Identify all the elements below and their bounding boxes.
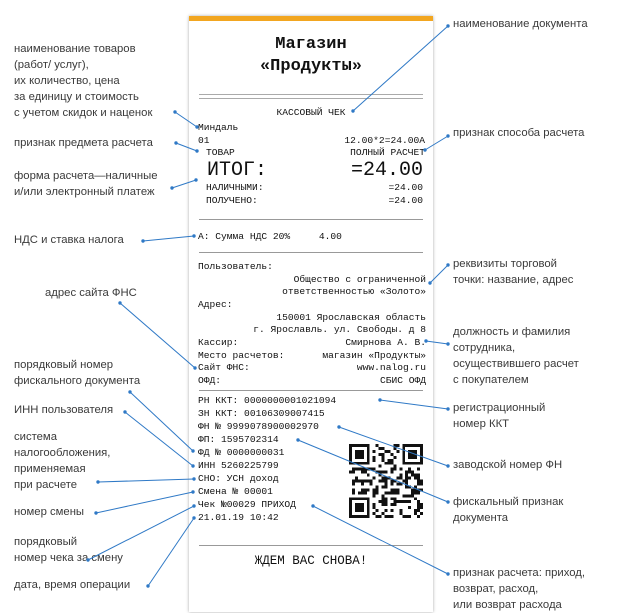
received-value: =24.00 — [388, 195, 423, 206]
annotation-line: система — [14, 431, 57, 443]
total-value: =24.00 — [350, 159, 423, 182]
pointer-inn — [125, 412, 193, 466]
pointer-goods — [175, 112, 197, 127]
pointer-subject — [176, 143, 197, 151]
annotation-line: признак способа расчета — [453, 127, 585, 139]
pointer-cashier — [426, 341, 448, 344]
store-name-line1: Магазин — [275, 35, 347, 54]
pointer-method — [425, 136, 448, 150]
pointer-payment-form — [172, 180, 196, 188]
fd-number: ФД № 0000000031 — [198, 447, 285, 458]
annotation-line: регистрационный — [453, 402, 546, 414]
annotation-line: их количество, цена — [14, 75, 120, 87]
annotation-line: сотрудника, — [453, 342, 516, 354]
annotation-line: наименование документа — [453, 18, 588, 30]
annotation-line: и/или электронный платеж — [14, 186, 155, 198]
annotation-line: признак предмета расчета — [14, 137, 153, 149]
address-line1: 150001 Ярославская область — [276, 312, 426, 323]
annotation-line: с покупателем — [453, 374, 529, 386]
pointer-fd — [130, 392, 193, 451]
shift-number: Смена № 00001 — [198, 486, 273, 497]
address-label: Адрес: — [198, 299, 233, 310]
tax-system: СНО: УСН доход — [198, 473, 279, 484]
place-value: магазин «Продукты» — [322, 350, 426, 361]
datetime: 21.01.19 10:42 — [198, 512, 279, 523]
pointer-vat — [143, 236, 194, 241]
cash-label: НАЛИЧНЫМИ: — [206, 182, 264, 193]
footer-text: ЖДЕМ ВАС СНОВА! — [254, 554, 368, 568]
pointer-calc-sign — [313, 506, 448, 574]
annotation-line: фискальный признак — [453, 496, 564, 508]
annotation-line: точки: название, адрес — [453, 274, 574, 286]
annotation-line: осуществившего расчет — [453, 358, 579, 370]
pointer-doc-name — [353, 26, 448, 111]
pointer-fns-site — [120, 303, 195, 368]
annotation-line: НДС и ставка налога — [14, 234, 124, 246]
zn-kkt: ЗН ККТ: 00106309007415 — [198, 408, 325, 419]
annotation-line: порядковый — [14, 536, 78, 548]
annotation-line: заводской номер ФН — [453, 459, 563, 471]
cashier-label: Кассир: — [198, 337, 239, 348]
total-label: ИТОГ: — [207, 159, 268, 182]
annotation-line: при расчете — [14, 479, 78, 491]
pointer-fn-serial — [339, 427, 448, 466]
annotation-line: возврат, расход, — [453, 583, 539, 595]
pointer-shift — [96, 492, 193, 513]
annotation-line: или возврат расхода — [453, 599, 562, 611]
cashier-value: Смирнова А. В. — [345, 337, 426, 348]
annotation-line: за единицу и стоимость — [14, 91, 139, 103]
ofd-label: ОФД: — [198, 375, 222, 386]
annotation-line: (работ/ услуг), — [14, 59, 89, 71]
pointer-check — [88, 506, 194, 560]
annotation-line: должность и фамилия — [453, 326, 571, 338]
annotation-line: фискального документа — [14, 375, 141, 387]
address-line2: г. Ярославль. ул. Свободы. д 8 — [253, 324, 426, 335]
fns-site-label: Сайт ФНС: — [198, 362, 250, 373]
item-method: ПОЛНЫЙ РАСЧЕТ — [350, 147, 425, 158]
doc-type: КАССОВЫЙ ЧЕК — [276, 107, 346, 118]
user-name-line2: ответственностью «Золото» — [282, 286, 426, 297]
rn-kkt: РН ККТ: 0000000001021094 — [198, 395, 337, 406]
pointer-datetime — [148, 518, 194, 586]
vat-line: А: Сумма НДС 20% 4.00 — [198, 231, 342, 242]
annotation-line: признак расчета: приход, — [453, 567, 585, 579]
fn-number: ФН № 9999078900002970 — [198, 421, 319, 432]
annotation-line: документа — [453, 512, 509, 524]
annotation-line: ИНН пользователя — [14, 404, 114, 416]
annotation-line: порядковый номер — [14, 359, 114, 371]
ofd-value: СБИС ОФД — [379, 375, 426, 386]
item-subject: ТОВАР — [206, 147, 235, 158]
item-calc: 12.00*2=24.00А — [344, 135, 425, 146]
user-name-line1: Общество с ограниченной — [293, 274, 426, 285]
annotation-line: номер ККТ — [453, 418, 510, 430]
pointer-reg-number — [380, 400, 448, 409]
place-label: Место расчетов: — [198, 350, 285, 361]
annotation-line: с учетом скидок и наценок — [14, 107, 153, 119]
annotation-line: реквизиты торговой — [453, 258, 557, 270]
fiscal-sign: ФП: 1595702314 — [198, 434, 279, 445]
annotation-line: наименование товаров — [14, 43, 136, 55]
store-name-line2: «Продукты» — [259, 57, 363, 76]
item-code: 01 — [198, 135, 210, 146]
user-label: Пользователь: — [198, 261, 273, 272]
annotation-line: применяемая — [14, 463, 86, 475]
item-name: Миндаль — [198, 122, 239, 133]
pointer-fiscal-sign — [298, 440, 448, 502]
check-number: Чек №00029 ПРИХОД — [198, 499, 296, 510]
annotation-line: номер смены — [14, 506, 85, 518]
fns-site-value: www.nalog.ru — [356, 362, 426, 373]
annotation-line: форма расчета—наличные — [14, 170, 158, 182]
annotation-line: номер чека за смену — [14, 552, 123, 564]
cash-value: =24.00 — [388, 182, 423, 193]
pointer-requisites — [430, 265, 448, 283]
pointer-sno — [98, 479, 194, 482]
annotation-line: налогообложения, — [14, 447, 111, 459]
annotation-line: дата, время операции — [14, 579, 131, 591]
annotation-line: адрес сайта ФНС — [45, 287, 137, 299]
received-label: ПОЛУЧЕНО: — [206, 195, 258, 206]
inn: ИНН 5260225799 — [198, 460, 279, 471]
